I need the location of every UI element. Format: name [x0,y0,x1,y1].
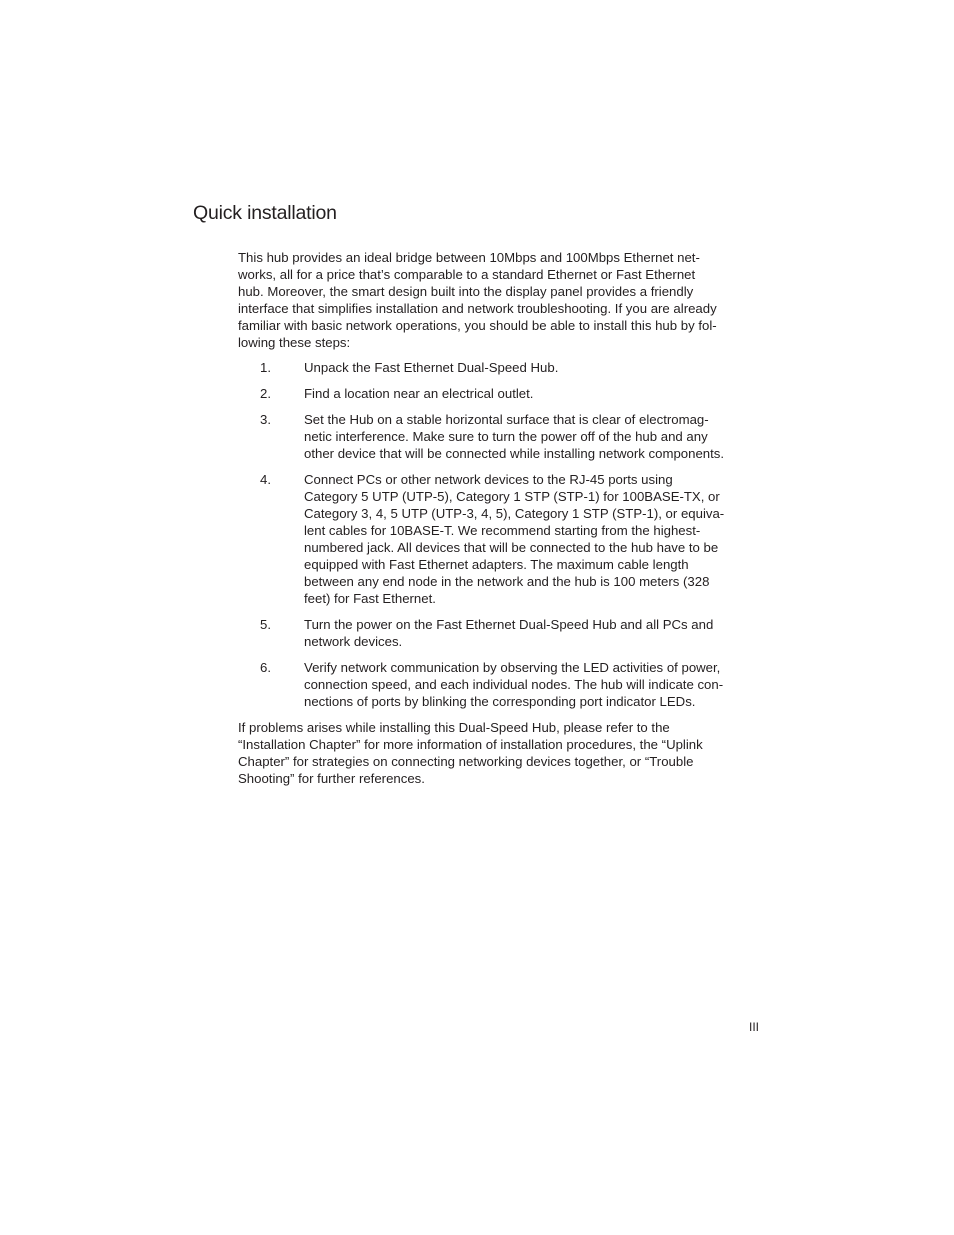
intro-line: works, all for a price that’s comparable to a standard Ethernet or Fast Ethernet [238,267,696,282]
step-line: Set the Hub on a stable horizontal surface that is clear of electromag- [304,412,709,427]
list-item [238,385,763,402]
closing-line: If problems arises while installing this Dual-Speed Hub, please refer to the [238,720,670,735]
step-line: equipped with Fast Ethernet adapters. The maximum cable length [304,557,689,572]
step-line: network devices. [304,634,403,649]
intro-line: familiar with basic network operations, you should be able to install this hub by fol- [238,318,717,333]
step-text [304,411,763,462]
step-line: nections of ports by blinking the corresponding port indicator LEDs. [304,694,696,709]
intro-line: This hub provides an ideal bridge between 10Mbps and 100Mbps Ethernet net- [238,250,700,265]
step-line: Category 5 UTP (UTP-5), Category 1 STP (STP-1) for 100BASE-TX, or [304,489,720,504]
step-line: Turn the power on the Fast Ethernet Dual-Speed Hub and all PCs and [304,617,714,632]
step-number: 2. [260,386,271,401]
list-item [238,659,763,710]
step-line: Category 3, 4, 5 UTP (UTP-3, 4, 5), Category 1 STP (STP-1), or equiva- [304,506,725,521]
step-number: 3. [260,412,271,427]
page-title: Quick installation [193,202,337,224]
step-line: Connect PCs or other network devices to the RJ-45 ports using [304,472,673,487]
step-line: connection speed, and each individual nodes. The hub will indicate con- [304,677,724,692]
closing-line: “Installation Chapter” for more information of installation procedures, the “Uplink [238,737,703,752]
intro-line: lowing these steps: [238,335,351,350]
step-line: Unpack the Fast Ethernet Dual-Speed Hub. [304,360,559,375]
list-item [238,359,763,376]
step-text [304,471,763,607]
step-line: Find a location near an electrical outlet. [304,386,534,401]
installation-steps-list [238,359,763,710]
list-item [238,616,763,650]
closing-line: Chapter” for strategies on connecting networking devices together, or “Trouble [238,754,694,769]
intro-paragraph [238,249,763,351]
step-line: between any end node in the network and the hub is 100 meters (328 [304,574,710,589]
step-text [304,385,763,402]
document-body [238,249,763,787]
step-text [304,616,763,650]
page-number: III [749,1020,760,1034]
closing-paragraph [238,719,763,787]
step-line: Verify network communication by observing the LED activities of power, [304,660,721,675]
step-number: 6. [260,660,271,675]
step-text [304,359,763,376]
list-item [238,471,763,607]
step-line: other device that will be connected while installing network components. [304,446,725,461]
list-item [238,411,763,462]
step-line: numbered jack. All devices that will be connected to the hub have to be [304,540,719,555]
intro-line: interface that simplifies installation and network troubleshooting. If you are already [238,301,717,316]
step-number: 4. [260,472,271,487]
step-line: lent cables for 10BASE-T. We recommend starting from the highest- [304,523,701,538]
intro-line: hub. Moreover, the smart design built into the display panel provides a friendly [238,284,694,299]
closing-line: Shooting” for further references. [238,771,425,786]
step-line: netic interference. Make sure to turn the power off of the hub and any [304,429,708,444]
step-number: 5. [260,617,271,632]
step-line: feet) for Fast Ethernet. [304,591,436,606]
step-number: 1. [260,360,271,375]
step-text [304,659,763,710]
